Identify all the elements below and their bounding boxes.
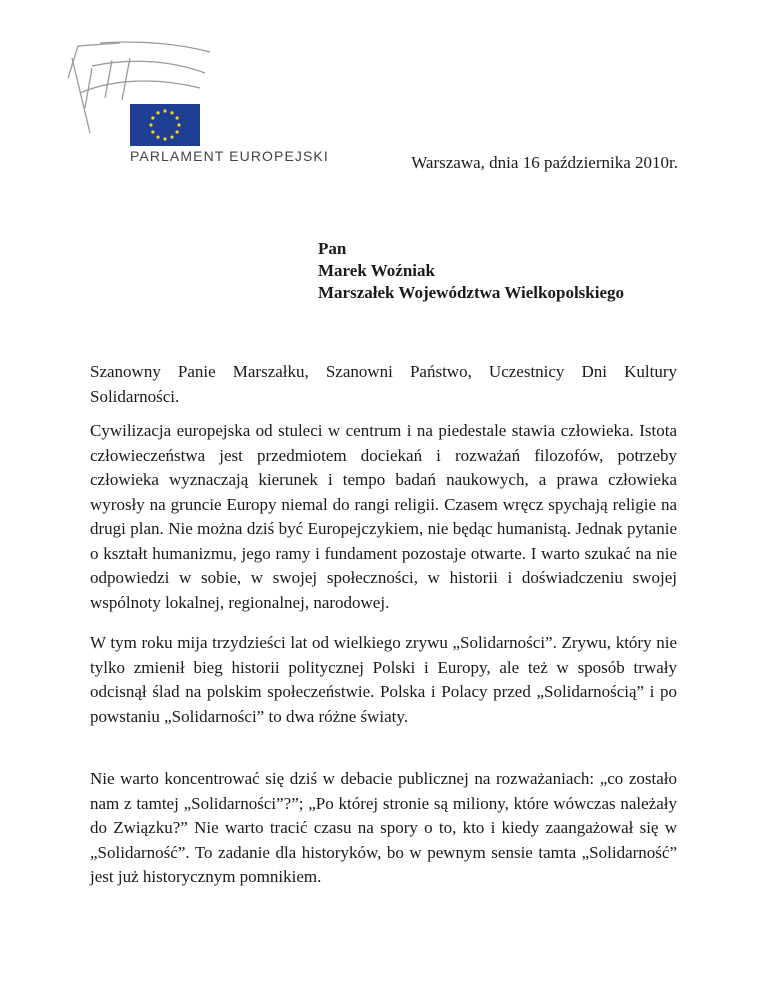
eu-star-icon <box>163 109 166 112</box>
salutation: Szanowny Panie Marszałku, Szanowni Państwo, Uczestnicy Dni Kultury Solidarności. <box>90 362 677 406</box>
eu-star-icon <box>176 130 179 133</box>
eu-star-icon <box>156 111 159 114</box>
letter-date: Warszawa, dnia 16 października 2010r. <box>411 153 678 172</box>
european-parliament-logo <box>60 38 329 178</box>
logo-text: PARLAMENT EUROPEJSKI <box>130 148 329 164</box>
eu-star-icon <box>149 123 152 126</box>
addressee-block <box>318 238 624 304</box>
paragraph-3: Nie warto koncentrować się dziś w debacie publicznej na rozważaniach: „co zostało nam z tamtej „Solidarności”?”; „Po której stronie są miliony, które wówczas należały do Związku?” Nie warto tracić czasu na spory o to, kto i kiedy zaangażował się w „Solidarność”. To zadanie dla historyków, bo w pewnym sensie tamta „Solidarność” jest już historycznym pomnikiem. <box>90 769 677 886</box>
eu-star-icon <box>177 123 180 126</box>
eu-star-icon <box>176 116 179 119</box>
eu-star-icon <box>151 116 154 119</box>
addressee-title: Pan <box>318 239 347 258</box>
eu-star-icon <box>170 111 173 114</box>
eu-star-icon <box>156 136 159 139</box>
addressee-position: Marszałek Województwa Wielkopolskiego <box>318 283 624 302</box>
eu-star-icon <box>170 136 173 139</box>
paragraph-1: Cywilizacja europejska od stuleci w centrum i na piedestale stawia człowieka. Istota człowieczeństwa jest przedmiotem dociekań i rozważań filozofów, potrzeby człowieka wyznaczają kierunek i tempo badań naukowych, a prawa człowieka wyrosły na gruncie Europy niemal do rangi religii. Czasem wręcz spychają religie na drugi plan. Nie można dziś być Europejczykiem, nie będąc humanistą. Jednak pytanie o kształt humanizmu, jego ramy i fundament pozostaje otwarte. I warto szukać na nie odpowiedzi w sobie, w swojej społeczności, w historii i doświadczeniu swojej wspólnoty lokalnej, regionalnej, narodowej. <box>90 421 677 612</box>
addressee-name: Marek Woźniak <box>318 261 435 280</box>
parliament-hemicycle-icon <box>60 38 320 148</box>
paragraph-2: W tym roku mija trzydzieści lat od wielkiego zrywu „Solidarności”. Zrywu, który nie tylko zmienił bieg historii politycznej Polski i Europy, ale też w sposób trwały odcisnął ślad na polskim społeczeństwie. Polska i Polacy przed „Solidarnością” i po powstaniu „Solidarności” to dwa różne światy. <box>90 633 677 726</box>
eu-star-icon <box>151 130 154 133</box>
eu-star-icon <box>163 137 166 140</box>
